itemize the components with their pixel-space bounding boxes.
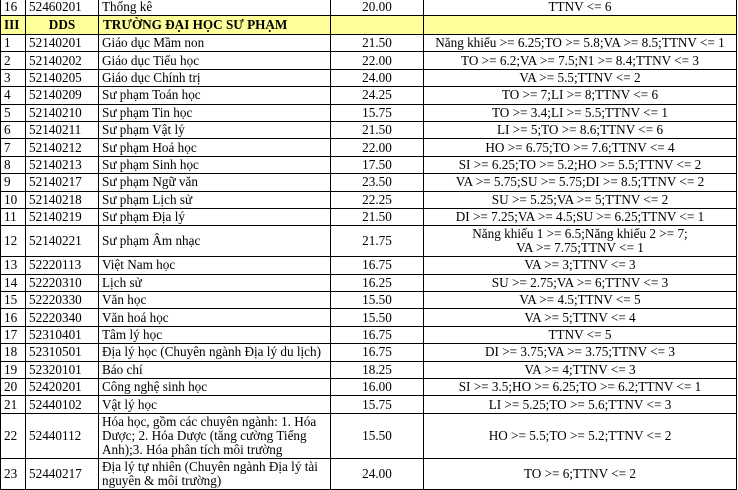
table-body (1, 0, 737, 490)
major-code: 52140205 (26, 69, 99, 86)
cutoff-score: 15.50 (331, 309, 424, 326)
cutoff-score: 21.50 (331, 121, 424, 138)
table-row (1, 52, 737, 69)
row-index: 16 (1, 0, 26, 16)
major-name: Sư phạm Toán học (99, 87, 331, 104)
major-name: Địa lý tự nhiên (Chuyên ngành Địa lý tài nguyên & môi trường) (99, 459, 331, 490)
table-row (1, 459, 737, 490)
tiebreak-condition: VA >= 3;TTNV <= 3 (424, 257, 737, 274)
cutoff-score: 22.25 (331, 191, 424, 208)
tiebreak-condition: TO >= 3.4;LI >= 5.5;TTNV <= 1 (424, 104, 737, 121)
cutoff-score: 15.75 (331, 396, 424, 413)
major-code: 52440112 (26, 413, 99, 459)
row-index: 7 (1, 139, 26, 156)
cutoff-score: 18.25 (331, 361, 424, 378)
major-code: 52440217 (26, 459, 99, 490)
tiebreak-condition: TO >= 7;LI >= 8;TTNV <= 6 (424, 87, 737, 104)
major-code: 52140221 (26, 226, 99, 257)
cutoff-score: 16.75 (331, 257, 424, 274)
major-name: Tâm lý học (99, 326, 331, 343)
major-code: 52220330 (26, 292, 99, 309)
tiebreak-condition: VA >= 4;TTNV <= 3 (424, 361, 737, 378)
cutoff-score: 15.75 (331, 104, 424, 121)
major-code: 52140217 (26, 174, 99, 191)
major-name: Sư phạm Ngữ văn (99, 174, 331, 191)
major-name: Sư phạm Sinh học (99, 156, 331, 173)
major-name: Sư phạm Âm nhạc (99, 226, 331, 257)
table-row (1, 379, 737, 396)
row-index: 23 (1, 459, 26, 490)
row-index: 19 (1, 361, 26, 378)
cutoff-score: 22.00 (331, 139, 424, 156)
major-code: 52460201 (26, 0, 99, 16)
major-code: 52140213 (26, 156, 99, 173)
cutoff-score: 21.50 (331, 35, 424, 52)
major-name: Sư phạm Hoá học (99, 139, 331, 156)
major-code: 52140201 (26, 35, 99, 52)
table-row (1, 361, 737, 378)
tiebreak-condition: SU >= 2.75;VA >= 6;TTNV <= 3 (424, 274, 737, 291)
row-index: 5 (1, 104, 26, 121)
cutoff-score: 22.00 (331, 52, 424, 69)
cutoff-score: 24.00 (331, 459, 424, 490)
cutoff-score: 15.50 (331, 413, 424, 459)
row-index: 16 (1, 309, 26, 326)
major-name: Giáo dục Tiểu học (99, 52, 331, 69)
section-code: DDS (26, 16, 99, 35)
row-index: 4 (1, 87, 26, 104)
tiebreak-condition: LI >= 5;TO >= 8.6;TTNV <= 6 (424, 121, 737, 138)
major-name: Vật lý học (99, 396, 331, 413)
tiebreak-condition: VA >= 5.5;TTNV <= 2 (424, 69, 737, 86)
major-code: 52140211 (26, 121, 99, 138)
row-index: 3 (1, 69, 26, 86)
table-row (1, 121, 737, 138)
cutoff-score: 21.75 (331, 226, 424, 257)
cutoff-score: 21.50 (331, 208, 424, 225)
table-row (1, 257, 737, 274)
row-index: 2 (1, 52, 26, 69)
table-row (1, 191, 737, 208)
tiebreak-condition: TO >= 6.2;VA >= 7.5;N1 >= 8.4;TTNV <= 3 (424, 52, 737, 69)
section-empty-cell (331, 16, 424, 35)
table-row (1, 396, 737, 413)
row-index: 17 (1, 326, 26, 343)
major-name: Địa lý học (Chuyên ngành Địa lý du lịch) (99, 344, 331, 361)
tiebreak-condition: TO >= 6;TTNV <= 2 (424, 459, 737, 490)
major-name: Sư phạm Tin học (99, 104, 331, 121)
tiebreak-condition: TTNV <= 6 (424, 0, 737, 16)
cutoff-score: 17.50 (331, 156, 424, 173)
tiebreak-condition: SI >= 6.25;TO >= 5.2;HO >= 5.5;TTNV <= 2 (424, 156, 737, 173)
major-name: Văn học (99, 292, 331, 309)
tiebreak-condition: TTNV <= 5 (424, 326, 737, 343)
section-index: III (1, 16, 26, 35)
table-row (1, 226, 737, 257)
section-header-row (1, 16, 737, 35)
table-row (1, 208, 737, 225)
cutoff-score: 15.50 (331, 292, 424, 309)
table-row (1, 87, 737, 104)
row-index: 6 (1, 121, 26, 138)
row-index: 22 (1, 413, 26, 459)
tiebreak-condition: Năng khiếu 1 >= 6.5;Năng khiếu 2 >= 7; VA >= 7.75;TTNV <= 1 (424, 226, 737, 257)
row-index: 8 (1, 156, 26, 173)
major-name: Lịch sử (99, 274, 331, 291)
tiebreak-condition: LI >= 5.25;TO >= 5.6;TTNV <= 3 (424, 396, 737, 413)
table-row (1, 274, 737, 291)
tiebreak-condition: VA >= 4.5;TTNV <= 5 (424, 292, 737, 309)
major-name: Hóa học, gồm các chuyên ngành: 1. Hóa Dược; 2. Hóa Dược (tăng cường Tiếng Anh);3. Hóa phân tích môi trường (99, 413, 331, 459)
major-name: Thống kê (99, 0, 331, 16)
cutoff-score: 16.75 (331, 344, 424, 361)
tiebreak-condition: SU >= 5.25;VA >= 5;TTNV <= 2 (424, 191, 737, 208)
major-code: 52140202 (26, 52, 99, 69)
row-index: 11 (1, 208, 26, 225)
major-code: 52140210 (26, 104, 99, 121)
tiebreak-condition: VA >= 5;TTNV <= 4 (424, 309, 737, 326)
major-name: Sư phạm Địa lý (99, 208, 331, 225)
major-name: Giáo dục Mầm non (99, 35, 331, 52)
tiebreak-condition: HO >= 6.75;TO >= 7.6;TTNV <= 4 (424, 139, 737, 156)
table-row (1, 104, 737, 121)
tiebreak-condition: SI >= 3.5;HO >= 6.25;TO >= 6.2;TTNV <= 1 (424, 379, 737, 396)
table-row (1, 174, 737, 191)
tiebreak-condition: HO >= 5.5;TO >= 5.2;TTNV <= 2 (424, 413, 737, 459)
tiebreak-condition: DI >= 3.75;VA >= 3.75;TTNV <= 3 (424, 344, 737, 361)
major-name: Sư phạm Vật lý (99, 121, 331, 138)
major-name: Giáo dục Chính trị (99, 69, 331, 86)
cutoff-score: 16.75 (331, 326, 424, 343)
cutoff-score: 16.00 (331, 379, 424, 396)
table-row (1, 413, 737, 459)
major-code: 52140209 (26, 87, 99, 104)
cutoff-score: 20.00 (331, 0, 424, 16)
major-code: 52220113 (26, 257, 99, 274)
cutoff-score: 24.25 (331, 87, 424, 104)
major-name: Sư phạm Lịch sử (99, 191, 331, 208)
row-index: 20 (1, 379, 26, 396)
major-name: Báo chí (99, 361, 331, 378)
major-name: Công nghệ sinh học (99, 379, 331, 396)
major-code: 52140218 (26, 191, 99, 208)
table-row (1, 139, 737, 156)
major-code: 52310501 (26, 344, 99, 361)
major-code: 52140219 (26, 208, 99, 225)
row-index: 9 (1, 174, 26, 191)
major-code: 52320101 (26, 361, 99, 378)
row-index: 14 (1, 274, 26, 291)
cutoff-score: 16.25 (331, 274, 424, 291)
row-index: 1 (1, 35, 26, 52)
table-row (1, 326, 737, 343)
row-index: 10 (1, 191, 26, 208)
tiebreak-condition: Năng khiếu >= 6.25;TO >= 5.8;VA >= 8.5;TTNV <= 1 (424, 35, 737, 52)
major-name: Việt Nam học (99, 257, 331, 274)
row-index: 15 (1, 292, 26, 309)
cutoff-score: 24.00 (331, 69, 424, 86)
table-row (1, 0, 737, 16)
row-index: 18 (1, 344, 26, 361)
row-index: 21 (1, 396, 26, 413)
table-row (1, 35, 737, 52)
major-code: 52310401 (26, 326, 99, 343)
tiebreak-condition: DI >= 7.25;VA >= 4.5;SU >= 6.25;TTNV <= 1 (424, 208, 737, 225)
major-code: 52140212 (26, 139, 99, 156)
section-title: TRƯỜNG ĐẠI HỌC SƯ PHẠM (99, 16, 331, 35)
major-code: 52420201 (26, 379, 99, 396)
major-code: 52220340 (26, 309, 99, 326)
major-name: Văn hoá học (99, 309, 331, 326)
major-code: 52440102 (26, 396, 99, 413)
table-row (1, 309, 737, 326)
table-row (1, 292, 737, 309)
cutoff-score: 23.50 (331, 174, 424, 191)
row-index: 13 (1, 257, 26, 274)
table-row (1, 156, 737, 173)
major-code: 52220310 (26, 274, 99, 291)
row-index: 12 (1, 226, 26, 257)
tiebreak-condition: VA >= 5.75;SU >= 5.75;DI >= 8.5;TTNV <= 2 (424, 174, 737, 191)
table-row (1, 69, 737, 86)
table-row (1, 344, 737, 361)
section-empty-cell (424, 16, 737, 35)
